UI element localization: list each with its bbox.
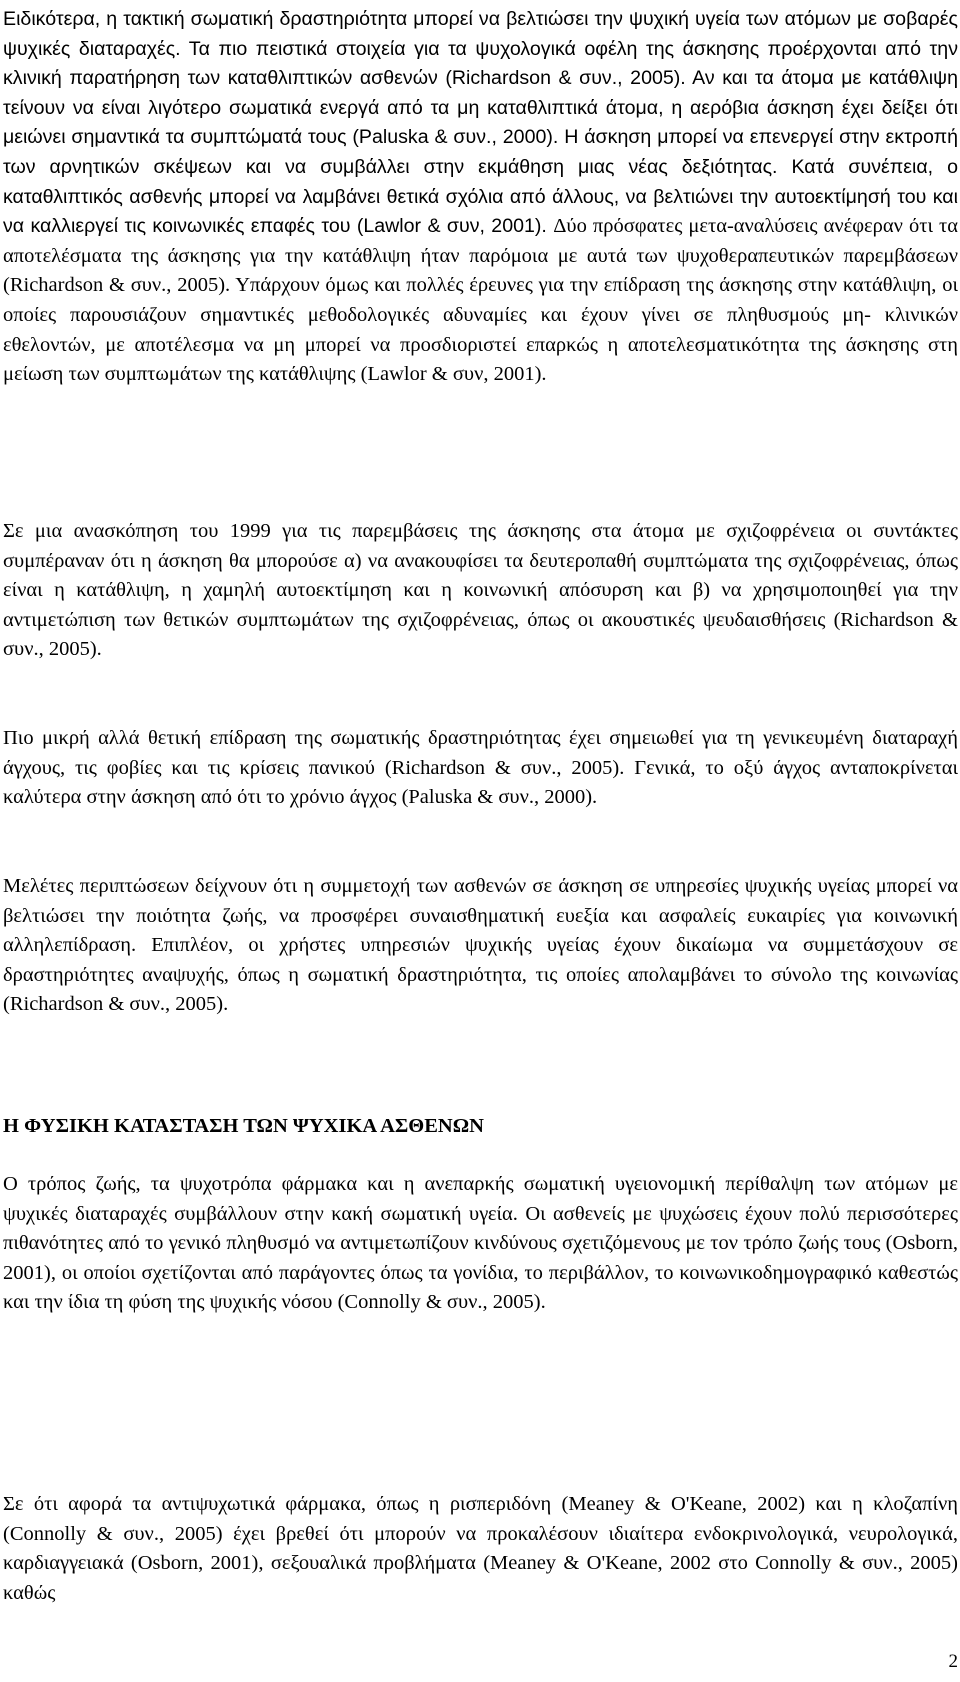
paragraph-case-studies: Μελέτες περιπτώσεων δείχνουν ότι η συμμετοχή των ασθενών σε άσκηση σε υπηρεσίες ψυχικής υγείας μπορεί να βελτιώσει την ποιότητα ζωής, να προσφέρει συναισθηματική ευεξία και ασφαλείς ευκαιρίες για κοινωνική αλληλεπίδραση. Επιπλέον, οι χρήστες υπηρεσιών ψυχικής υγείας έχουν δικαίωμα να συμμετάσχουν σε δραστηριότητες αναψυχής, όπως η σωματική δραστηριότητα, τις οποίες απολαμβάνει το σύνολο της κοινωνίας (Richardson & συν., 2005). [3,875,958,1016]
paragraph-lifestyle: Ο τρόπος ζωής, τα ψυχοτρόπα φάρμακα και η ανεπαρκής σωματική υγειονομική περίθαλψη των ατόμων με ψυχικές διαταραχές συμβάλλουν στην κακή σωματική υγεία. Οι ασθενείς με ψυχώσεις έχουν πολύ περισσότερες πιθανότητες από το γενικό πληθυσμό να αντιμετωπίζουν κινδύνους σχετιζόμενους με τον τρόπο ζωής τους (Osborn, 2001), οι οποίοι σχετίζονται από παράγοντες όπως τα γονίδια, το περιβάλλον, το κοινωνικοδημογραφικό καθεστώς και την ίδια τη φύση της ψυχικής νόσου (Connolly & συν., 2005). [3,1173,958,1314]
page-number: 2 [948,1651,958,1672]
paragraph-run-serif: Δύο πρόσφατες μετα-αναλύσεις ανέφεραν ότι τα αποτελέσματα της άσκησης για την κατάθλιψη ήταν παρόμοια με αυτά των ψυχοθεραπευτικών παρεμβάσεων (Richardson & συν., 2005). Υπάρχουν όμως και πολλές έρευνες για την επίδραση της άσκησης στην κατάθλιψη, οι οποίες παρουσιάζουν σημαντικές μεθοδολογικές αδυναμίες και έχουν γίνει σε πληθυσμούς μη- κλινικών εθελοντών, με αποτέλεσμα να μη μπορεί να προσδιοριστεί επαρκώς η αποτελεσματικότητα της άσκησης στη μείωση των συμπτωμάτων της κατάθλιψης (Lawlor & συν, 2001). [3,215,958,386]
paragraph-schizophrenia: Σε μια ανασκόπηση του 1999 για τις παρεμβάσεις της άσκησης στα άτομα με σχιζοφρένεια οι συντάκτες συμπέραναν ότι η άσκηση θα μπορούσε α) να ανακουφίσει τα δευτεροπαθή συμπτώματα της σχιζοφρένειας, όπως είναι η κατάθλιψη, η χαμηλή αυτοεκτίμηση και η κοινωνική απόσυρση και β) να χρησιμοποιηθεί για την αντιμετώπιση των θετικών συμπτωμάτων της σχιζοφρένειας, όπως οι ακουστικές ψευδαισθήσεις (Richardson & συν., 2005). [3,520,958,661]
paragraph-run-sans: Ειδικότερα, η τακτική σωματική δραστηριότητα μπορεί να βελτιώσει την ψυχική υγεία των ατόμων με σοβαρές ψυχικές διαταραχές. Τα πιο πειστικά στοιχεία για τα ψυχολογικά οφέλη της άσκησης προέρχονται από την κλινική παρατήρηση των καταθλιπτικών ασθενών (Richardson & συν., 2005). Αν και τα άτομα με κατάθλιψη τείνουν να είναι λιγότερο σωματικά ενεργά από τα μη καταθλιπτικά άτομα, η αερόβια άσκηση έχει δείξει ότι μειώνει σημαντικά τα συμπτώματά τους (Paluska & συν., 2000). Η άσκηση μπορεί να επενεργεί στην εκτροπή των αρνητικών σκέψεων και να συμβάλλει στην εκμάθηση μιας νέας δεξιότητας. Κατά συνέπεια, ο καταθλιπτικός ασθενής μπορεί να λαμβάνει θετικά σχόλια από άλλους, να βελτιώνει την αυτοεκτίμησή του και να καλλιεργεί τις κοινωνικές επαφές του (Lawlor & συν, 2001). [3,8,958,238]
paragraph-exercise-depression [3,5,958,390]
paragraph-antipsychotics: Σε ότι αφορά τα αντιψυχωτικά φάρμακα, όπως η ρισπεριδόνη (Meaney & O'Keane, 2002) και η κλοζαπίνη (Connolly & συν., 2005) έχει βρεθεί ότι μπορούν να προκαλέσουν ιδιαίτερα ενδοκρινολογικά, νευρολογικά, καρδιαγγειακά (Osborn, 2001), σεξουαλικά προβλήματα (Meaney & O'Keane, 2002 στο Connolly & συν., 2005) καθώς [3,1493,958,1604]
paragraph-anxiety: Πιο μικρή αλλά θετική επίδραση της σωματικής δραστηριότητας έχει σημειωθεί για τη γενικευμένη διαταραχή άγχους, τις φοβίες και τις κρίσεις πανικού (Richardson & συν., 2005). Γενικά, το οξύ άγχος ανταποκρίνεται καλύτερα στην άσκηση από ότι το χρόνιο άγχος (Paluska & συν., 2000). [3,727,958,809]
section-heading: Η ΦΥΣΙΚΗ ΚΑΤΑΣΤΑΣΗ ΤΩΝ ΨΥΧΙΚΑ ΑΣΘΕΝΩΝ [3,1115,484,1137]
